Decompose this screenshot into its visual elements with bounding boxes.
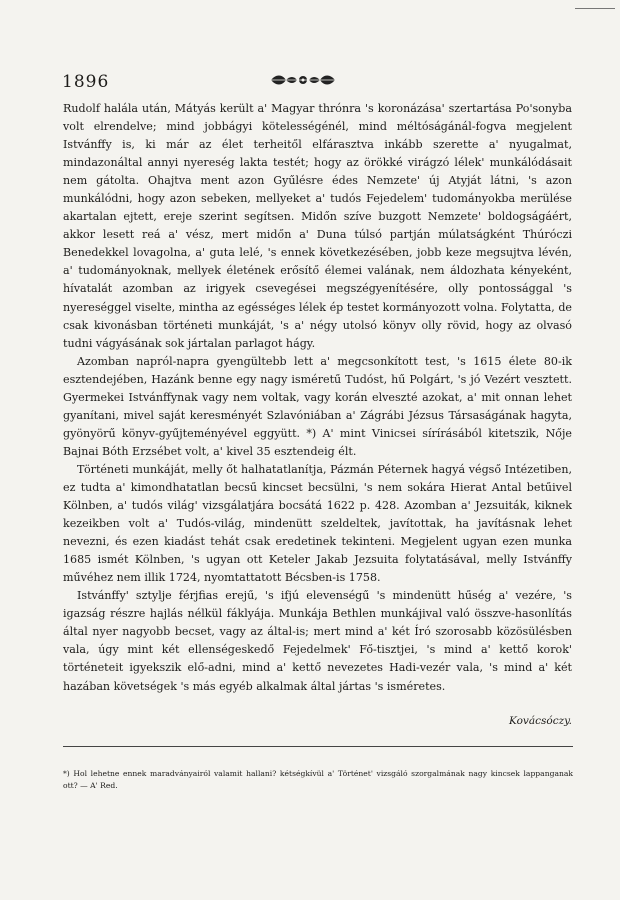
paragraph-4: Istvánffy' sztylje férjfias erejű, 's ifjú elevenségű 's mindenütt hűség a' vezére, 's igazság részre hajlás nélkül fáklyája. Munkája Bethlen munkájival való összve-hasonlítás által nyer nagyobb becset, vagy az által-is; mert mind a' két Író szorosabb közösülésben vala, úgy mint két ellenségeskedő Fejedelmek' Fő-tisztjei, 's mind a' kettő korok' történeteit igyekszik elő-adni, mind a' kettő nevezetes Hadi-vezér vala, 's mind a' két hazában követségek 's más egyéb alkalmak által jártas 's isméretes. [63,589,572,693]
paragraph-3: Történeti munkáját, melly őt halhatatlanítja, Pázmán Péternek hagyá végső Intézetiben, ez tudta a' kimondhatatlan becsű kincset becsülni, 's nem sokára Hierat Antal betűivel Kölnben, a' tudós világ' vizsgálatjára bocsátá 1622 p. 428. Azomban a' Jezsuiták, kiknek kezeikben volt a' Tudós-világ, mindenütt szeldeltek, javítottak, ha javításnak lehet nevezni, és ezen kiadást tehát csak eredetinek tekinteni. Megjelent ugyan ezen munka 1685 ismét Kölnben, 's ugyan ott Keteler Jakab Jezsuita folytatásával, melly Istvánffy művéhez nem illik 1724, nyomtattatott Bécsben-is 1758. [63,462,572,585]
footnote-divider [63,746,573,747]
paragraph-1: Rudolf halála után, Mátyás került a' Magyar thrónra 's koronázása' szertartása Po'sonyba volt elrendelve; mind jobbágyi kötelességénél, mind méltóságánál-fogva megjelent Istvánffy is, ki már az élet terheitől elfárasztva inkább szerette a' nyugalmat, mindazonáltal annyi nyereség lakta testét; hogy az örökké virágzó lélek' munkálódásait nem gátolta. Ohajtva ment azon Gyűlésre édes Nemzete' új Atyját látni, 's azon munkálódni, hogy azon sebeken, mellyeket a' tudós Fejedelem' tudományokba merülése akartalan ejtett, ereje szerint segítsen. Midőn szíve buzgott Nemzete' boldogságáért, akkor lesett reá a' vész, mert midőn a' Duna túlsó partján múlatságként Thúróczi Benedekkel lovagolna, a' guta lelé, 's ennek következésében, jobb keze megsujtva lévén, a' tudományoknak, mellyek életének erősítő élemei valának, nem áldozhata kényeként, hívatalát azomban az irigyek csevegései megszégyenítésére, olly pontossággal 's nyereséggel viselte, mintha az egésséges lélek ép testet kormányozott volna. Folytatta, de csak kivonásban történeti munkáját, 's a' négy utolsó könyv olly rövid, hogy az olvasó tudni vágyásának sok jártalan parlagot hágy. [63,102,572,350]
paragraph-2: Azomban napról-napra gyengültebb lett a' megcsonkított test, 's 1615 élete 80-ik esztendejében, Hazánk benne egy nagy isméretű Tudóst, hű Polgárt, 's jó Vezért vesztett. Gyermekei Istvánffynak vagy nem voltak, vagy korán elveszté azokat, a' mit onnan lehet gyanítani, mivel saját keresményét Szlavóniában a' Zágrábi Jézsus Társaságának hagyta, gyönyörű könyv-gyűjteményével eggyütt. *) A' mint Vinicsei sírírásából kitetszik, Nője Bajnai Bóth Erzsébet volt, a' kivel 35 esztendeig élt. [63,354,572,458]
author-signature: Kovácsóczy. [509,715,572,727]
ornament-icon [268,72,338,88]
page-number: 1896 [62,72,110,92]
article-body [63,100,572,696]
footnote: *) Hol lehetne ennek maradványairól valamit hallani? kétségkívül a' Történet' vizsgáló szorgalmának nagy kincsek lappanganak ott? — A' Red. [63,769,573,790]
top-edge-rule [575,8,615,9]
